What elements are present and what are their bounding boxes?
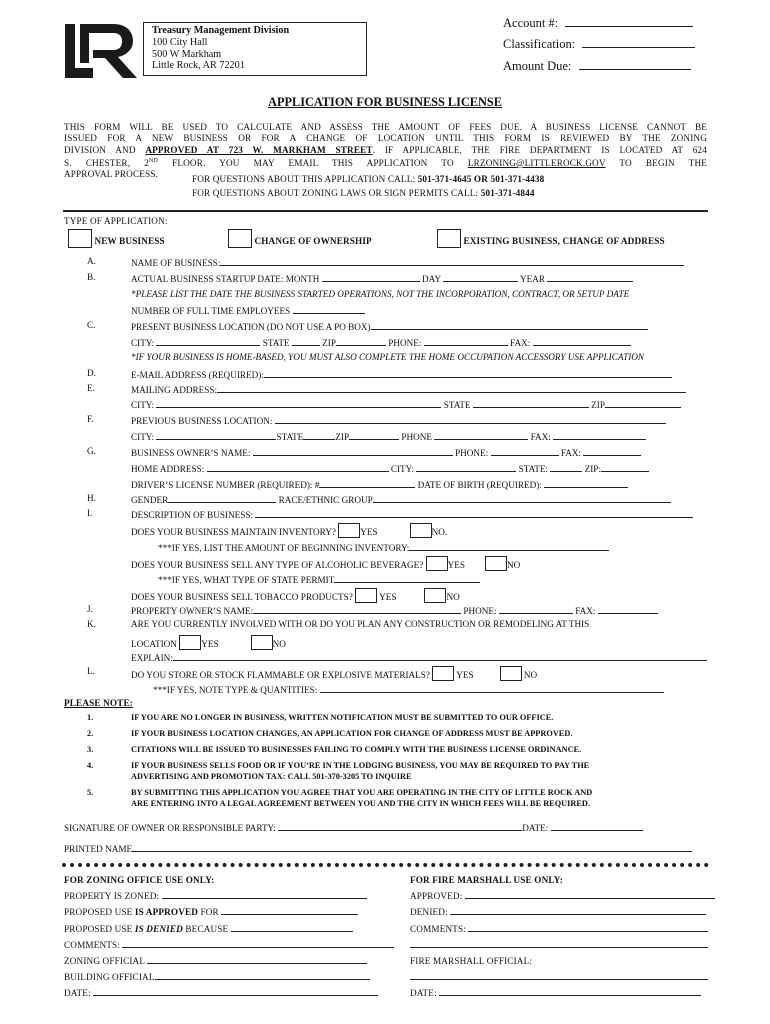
- inventory-no-checkbox[interactable]: [410, 523, 432, 538]
- owner-name-input[interactable]: [253, 446, 453, 456]
- property-owner-phone-input[interactable]: [499, 604, 573, 614]
- dob-input[interactable]: [544, 478, 628, 488]
- zoning-date-input[interactable]: [93, 986, 378, 996]
- previous-phone-input[interactable]: [434, 430, 528, 440]
- classification-field[interactable]: [503, 37, 695, 52]
- zoning-office-section: FOR ZONING OFFICE USE ONLY: PROPERTY IS ZONED: PROPOSED USE IS APPROVED FOR PROPOSED USE IS DENIED BECAUSE COMMENTS: ZONING OFFICIAL BUILDING OFFICIAL DATE:: [64, 872, 394, 1002]
- construction-yes-checkbox[interactable]: [179, 635, 201, 650]
- startup-year-input[interactable]: [547, 272, 633, 282]
- amount-due-label: Amount Due:: [503, 59, 572, 73]
- fire-denied-input[interactable]: [450, 905, 706, 915]
- city-logo: [63, 22, 139, 80]
- existing-business-option[interactable]: EXISTING BUSINESS, CHANGE OF ADDRESS: [437, 229, 665, 248]
- intro-paragraph: THIS FORM WILL BE USED TO CALCULATE AND ASSESS THE AMOUNT OF FEES DUE. A BUSINESS LICENSE CANNOT BE ISSUED FOR A NEW BUSINESS OR FOR A CHANGE OF LOCATION UNTIL THIS FORM IS REVIEWED BY THE ZONING DIVISION AND APPROVED AT 723 W. MARKHAM STREET. IF APPLICABLE, THE FIRE DEPARTMENT IS LOCATED AT 624 S. CHESTER, 2ND FLOOR. YOU MAY EMAIL THIS APPLICATION TO LRZONING@LITTLEROCK.GOV TO BEGIN THE APPROVAL PROCESS.: [64, 122, 707, 180]
- description-input[interactable]: [255, 508, 693, 518]
- signature-date-input[interactable]: [551, 821, 643, 831]
- mailing-zip-input[interactable]: [605, 398, 681, 408]
- department-address-box: [143, 22, 367, 76]
- address-line: 500 W Markham: [152, 48, 222, 60]
- location-zip-input[interactable]: [336, 336, 386, 346]
- fire-official-input[interactable]: [410, 970, 708, 980]
- drivers-license-input[interactable]: [319, 478, 415, 488]
- previous-state-input[interactable]: [303, 430, 335, 440]
- existing-business-checkbox[interactable]: [437, 229, 461, 248]
- explain-input[interactable]: [173, 651, 707, 661]
- zoning-comments-input[interactable]: [122, 938, 394, 948]
- business-name-input[interactable]: [220, 256, 684, 266]
- location-city-input[interactable]: [156, 336, 260, 346]
- change-ownership-option[interactable]: CHANGE OF OWNERSHIP: [228, 229, 372, 248]
- mailing-city-input[interactable]: [156, 398, 441, 408]
- tobacco-no-checkbox[interactable]: [424, 588, 446, 603]
- account-field[interactable]: [503, 16, 693, 31]
- race-input[interactable]: [373, 493, 671, 503]
- department-title: Treasury Management Division: [152, 25, 290, 36]
- gender-input[interactable]: [168, 493, 276, 503]
- location-phone-input[interactable]: [424, 336, 508, 346]
- denied-because-input[interactable]: [231, 922, 353, 932]
- flammable-details-input[interactable]: [320, 683, 664, 693]
- signature-input[interactable]: [278, 821, 522, 831]
- property-owner-fax-input[interactable]: [598, 604, 658, 614]
- fire-comments-line2[interactable]: [410, 938, 708, 948]
- classification-label: Classification:: [503, 37, 576, 51]
- alcohol-no-checkbox[interactable]: [485, 556, 507, 571]
- email-link[interactable]: LRZONING@LITTLEROCK.GOV: [467, 157, 606, 168]
- printed-name-row: PRINTED NAME: [64, 842, 692, 854]
- home-city-input[interactable]: [416, 462, 516, 472]
- phone-info-zoning: FOR QUESTIONS ABOUT ZONING LAWS OR SIGN PERMITS CALL: 501-371-4844: [192, 188, 535, 198]
- startup-day-input[interactable]: [443, 272, 518, 282]
- fire-approved-input[interactable]: [465, 889, 715, 899]
- home-zip-input[interactable]: [601, 462, 649, 472]
- tobacco-yes-checkbox[interactable]: [355, 588, 377, 603]
- dotted-divider: [62, 863, 709, 867]
- location-input[interactable]: [371, 320, 648, 330]
- inventory-yes-checkbox[interactable]: [338, 523, 360, 538]
- employees-input[interactable]: [293, 304, 365, 314]
- mailing-state-input[interactable]: [473, 398, 589, 408]
- divider: [63, 210, 708, 212]
- owner-fax-input[interactable]: [583, 446, 641, 456]
- property-owner-input[interactable]: [253, 604, 461, 614]
- home-state-input[interactable]: [550, 462, 582, 472]
- alcohol-yes-checkbox[interactable]: [426, 556, 448, 571]
- fire-marshall-section: FOR FIRE MARSHALL USE ONLY: APPROVED: DENIED: COMMENTS: FIRE MARSHALL OFFICIAL: DATE:: [410, 872, 710, 1002]
- fire-date-input[interactable]: [439, 986, 701, 996]
- zoning-office-title: FOR ZONING OFFICE USE ONLY:: [64, 875, 215, 885]
- location-fax-input[interactable]: [533, 336, 631, 346]
- account-label: Account #:: [503, 16, 559, 30]
- inventory-amount-input[interactable]: [409, 541, 609, 551]
- email-input[interactable]: [264, 368, 672, 378]
- owner-phone-input[interactable]: [491, 446, 559, 456]
- printed-name-input[interactable]: [132, 842, 692, 852]
- previous-city-input[interactable]: [156, 430, 276, 440]
- startup-month-input[interactable]: [322, 272, 420, 282]
- flammable-yes-checkbox[interactable]: [432, 666, 454, 681]
- flammable-no-checkbox[interactable]: [500, 666, 522, 681]
- approved-for-input[interactable]: [221, 905, 358, 915]
- construction-no-checkbox[interactable]: [251, 635, 273, 650]
- phone-info-application: FOR QUESTIONS ABOUT THIS APPLICATION CALL: 501-371-4645 OR 501-371-4438: [192, 174, 545, 184]
- amount-due-field[interactable]: [503, 59, 691, 74]
- page-title: APPLICATION FOR BUSINESS LICENSE: [268, 95, 502, 109]
- zoned-input[interactable]: [162, 889, 367, 899]
- building-official-input[interactable]: [155, 970, 370, 980]
- previous-location-input[interactable]: [275, 414, 666, 424]
- fire-marshall-title: FOR FIRE MARSHALL USE ONLY:: [410, 875, 563, 885]
- new-business-checkbox[interactable]: [68, 229, 92, 248]
- mailing-address-input[interactable]: [217, 383, 686, 393]
- type-of-application-label: TYPE OF APPLICATION:: [64, 216, 168, 226]
- location-state-input[interactable]: [292, 336, 320, 346]
- permit-input[interactable]: [334, 573, 480, 583]
- previous-zip-input[interactable]: [349, 430, 399, 440]
- signature-row: SIGNATURE OF OWNER OR RESPONSIBLE PARTY: DATE:: [64, 821, 643, 833]
- zoning-official-input[interactable]: [147, 954, 367, 964]
- please-note-heading: PLEASE NOTE:: [64, 698, 133, 708]
- change-ownership-checkbox[interactable]: [228, 229, 252, 248]
- previous-fax-input[interactable]: [553, 430, 646, 440]
- address-line: Little Rock, AR 72201: [152, 60, 245, 72]
- new-business-option[interactable]: NEW BUSINESS: [68, 229, 165, 248]
- address-line: 100 City Hall: [152, 36, 208, 48]
- home-address-input[interactable]: [207, 462, 389, 472]
- fire-comments-input[interactable]: [468, 922, 708, 932]
